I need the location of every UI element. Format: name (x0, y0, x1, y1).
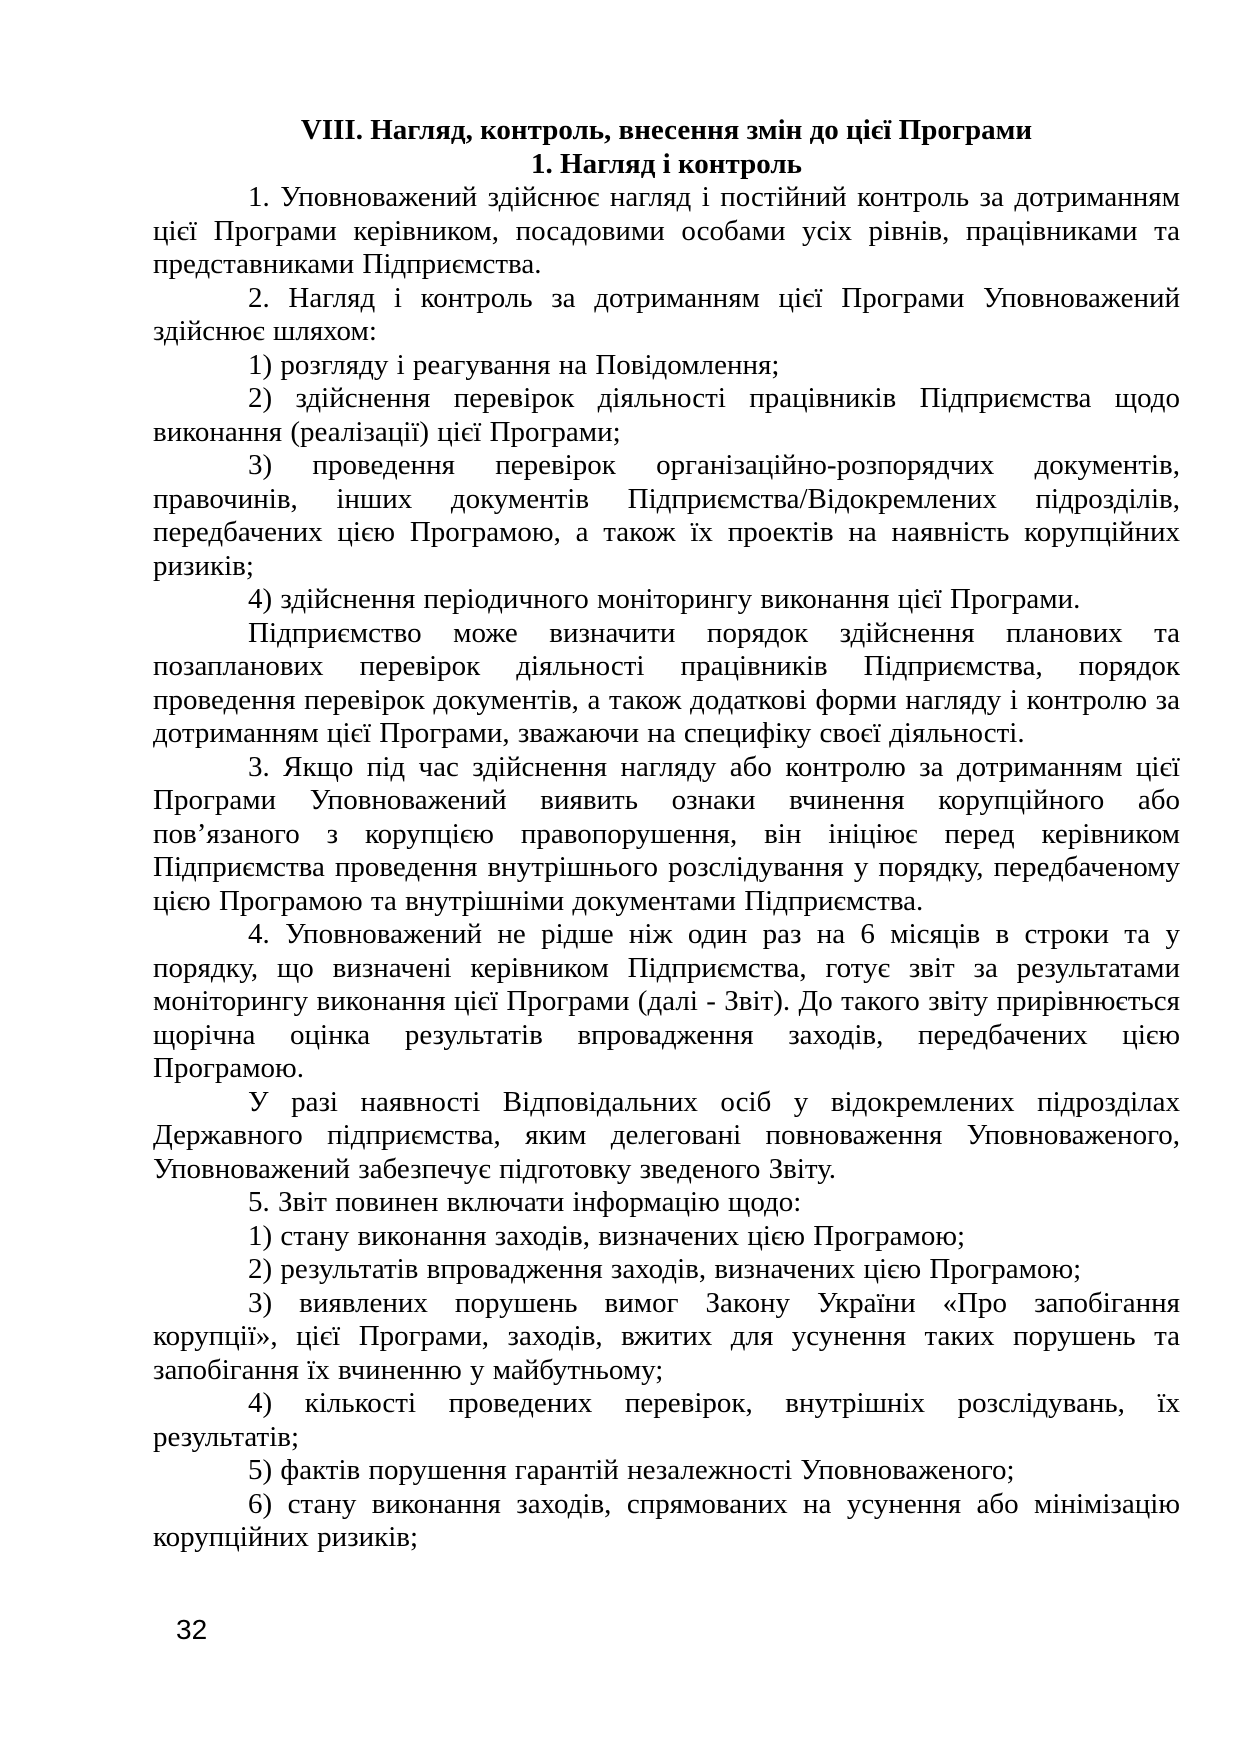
paragraph: 3) виявлених порушень вимог Закону України «Про запобігання корупції», цієї Програми, заходів, вжитих для усунення таких порушень та запобігання їх вчиненню у майбутньому; (153, 1286, 1180, 1386)
paragraph: У разі наявності Відповідальних осіб у відокремлених підрозділах Державного підприємства, яким делеговані повноваження Уповноваженого, Уповноважений забезпечує підготовку зведеного Звіту. (153, 1085, 1180, 1185)
document-body (153, 181, 1180, 1555)
paragraph: 4. Уповноважений не рідше ніж один раз на 6 місяців в строки та у порядку, що визначені керівником Підприємства, готує звіт за результатами моніторингу виконання цієї Програми (далі - Звіт). До такого звіту прирівнюється щорічна оцінка результатів впровадження заходів, передбачених цією Програмою. (153, 918, 1180, 1084)
paragraph: 4) кількості проведених перевірок, внутрішніх розслідувань, їх результатів; (153, 1387, 1180, 1453)
paragraph: 4) здійснення періодичного моніторингу виконання цієї Програми. (248, 583, 1081, 615)
paragraph: 1. Уповноважений здійснює нагляд і постійний контроль за дотриманням цієї Програми керівником, посадовими особами усіх рівнів, працівниками та представниками Підприємства. (153, 181, 1180, 280)
paragraph: 6) стану виконання заходів, спрямованих на усунення або мінімізацію корупційних ризиків; (153, 1487, 1180, 1553)
section-heading: VIII. Нагляд, контроль, внесення змін до цієї Програми (300, 114, 1033, 146)
paragraph: 1) розгляду і реагування на Повідомлення; (248, 348, 780, 381)
paragraph: 2) результатів впровадження заходів, визначених цією Програмою; (248, 1253, 1082, 1285)
paragraph: 2) здійснення перевірок діяльності працівників Підприємства щодо виконання (реалізації) цієї Програми; (153, 382, 1180, 448)
page-number: 32 (176, 1614, 208, 1645)
paragraph: Підприємство може визначити порядок здійснення планових та позапланових перевірок діяльності працівників Підприємства, порядок проведення перевірок документів, а також додаткові форми нагляду і контролю за дотриманням цієї Програми, зважаючи на специфіку своєї діяльності. (153, 616, 1180, 749)
paragraph: 2. Нагляд і контроль за дотриманням цієї Програми Уповноважений здійснює шляхом: (153, 281, 1180, 347)
paragraph: 5. Звіт повинен включати інформацію щодо: (248, 1186, 802, 1218)
document-content (153, 114, 1180, 1555)
paragraph: 5) фактів порушення гарантій незалежності Уповноваженого; (248, 1454, 1015, 1486)
paragraph: 1) стану виконання заходів, визначених цією Програмою; (248, 1219, 966, 1252)
subsection-heading: 1. Нагляд і контроль (531, 147, 802, 180)
paragraph: 3. Якщо під час здійснення нагляду або контролю за дотриманням цієї Програми Уповноважений виявить ознаки вчинення корупційного або пов’язаного з корупцією правопорушення, він ініціює перед керівником Підприємства проведення внутрішнього розслідування у порядку, передбаченому цією Програмою та внутрішніми документами Підприємства. (153, 750, 1180, 917)
paragraph: 3) проведення перевірок організаційно-розпорядчих документів, правочинів, інших документів Підприємства/Відокремлених підрозділів, передбачених цією Програмою, а також їх проектів на наявність корупційних ризиків; (153, 449, 1180, 582)
